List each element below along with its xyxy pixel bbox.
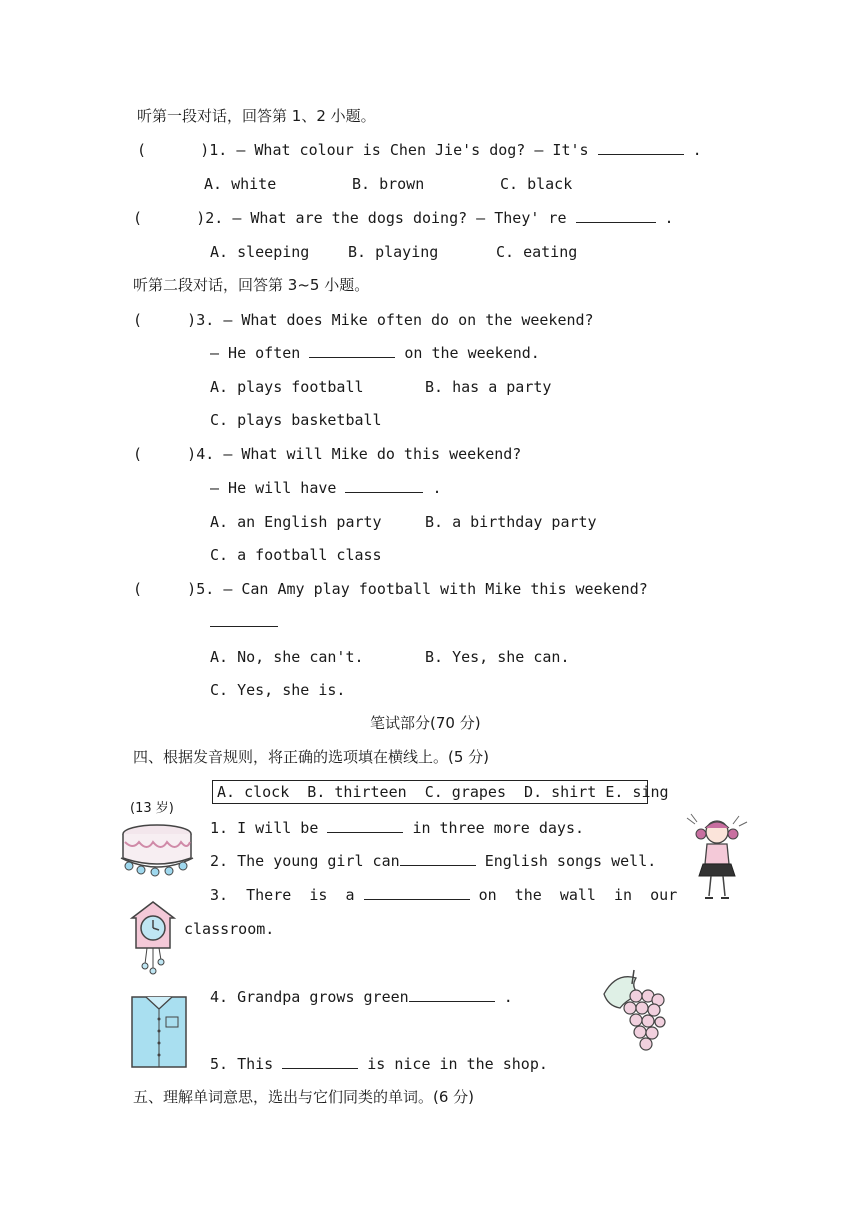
q1-num: ( )1.	[137, 141, 228, 159]
s4-item-3-post: on the wall in our	[478, 886, 678, 904]
q3-option-a: A. plays football	[210, 378, 364, 396]
q1-option-c: C. black	[500, 175, 573, 193]
cuckoo-clock-icon	[128, 898, 178, 976]
q5-option-a: A. No, she can't.	[210, 648, 364, 666]
s4-item-3	[210, 885, 677, 905]
q2-option-a: A. sleeping	[210, 243, 310, 261]
s4-item-3-pre: 3. There is a	[210, 886, 355, 904]
s4-item-2-blank[interactable]	[400, 851, 476, 866]
s4-item-5-blank[interactable]	[282, 1054, 358, 1069]
s4-item-3-cont: classroom.	[184, 920, 275, 938]
word-options-box: A. clock B. thirteen C. grapes D. shirt E. sing	[212, 780, 648, 804]
q4-blank[interactable]	[345, 478, 423, 493]
q5-num: ( )5.	[133, 580, 215, 598]
s4-item-2	[210, 851, 656, 871]
q1-option-b: B. brown	[352, 175, 425, 193]
q2-line	[133, 208, 674, 228]
q3-option-b: B. has a party	[425, 378, 552, 396]
q2-option-b: B. playing	[348, 243, 439, 261]
q5-option-b: B. Yes, she can.	[425, 648, 570, 666]
grapes-icon	[596, 966, 672, 1058]
shirt-icon	[128, 993, 190, 1071]
q2-option-c: C. eating	[496, 243, 578, 261]
q4-answer-pre: — He will have	[210, 479, 337, 497]
s4-item-4-blank[interactable]	[409, 987, 495, 1002]
s4-item-1-pre: 1. I will be	[210, 819, 319, 837]
q5-answer-line	[210, 612, 278, 632]
q3-answer-post: on the weekend.	[404, 344, 540, 362]
q4-option-c: C. a football class	[210, 546, 382, 564]
age-label: (13 岁)	[130, 801, 174, 816]
q3-option-c: C. plays basketball	[210, 411, 382, 429]
written-part-title: 笔试部分(70 分)	[370, 714, 481, 732]
q4-text: — What will Mike do this weekend?	[223, 445, 522, 463]
s4-item-3-blank[interactable]	[364, 885, 470, 900]
s4-item-5-post: is nice in the shop.	[367, 1055, 548, 1073]
q5-option-c: C. Yes, she is.	[210, 681, 346, 699]
s4-item-4-pre: 4. Grandpa grows green	[210, 988, 409, 1006]
q3-blank[interactable]	[309, 343, 395, 358]
q4-option-a: A. an English party	[210, 513, 382, 531]
girl-singing-icon	[681, 812, 753, 904]
q1-option-a: A. white	[204, 175, 277, 193]
q4-option-b: B. a birthday party	[425, 513, 597, 531]
s4-item-4	[210, 987, 513, 1007]
q3-answer-pre: — He often	[210, 344, 301, 362]
q2-end: .	[664, 209, 674, 227]
q5-blank[interactable]	[210, 612, 278, 627]
q2-text: — What are the dogs doing? — They' re	[232, 209, 567, 227]
section-listen1: 听第一段对话，回答第 1、2 小题。	[137, 107, 376, 125]
q2-num: ( )2.	[133, 209, 224, 227]
s4-item-4-post: .	[503, 988, 513, 1006]
q5-line	[133, 579, 648, 599]
q4-line	[133, 444, 521, 464]
q3-answer-line	[210, 343, 540, 363]
q1-line	[137, 140, 702, 160]
section-listen2: 听第二段对话，回答第 3~5 小题。	[133, 276, 370, 294]
q1-end: .	[692, 141, 702, 159]
q3-text: — What does Mike often do on the weekend?	[223, 311, 594, 329]
q4-answer-post: .	[432, 479, 442, 497]
s4-item-1	[210, 818, 584, 838]
q5-text: — Can Amy play football with Mike this weekend?	[223, 580, 648, 598]
q3-line	[133, 310, 594, 330]
s4-item-1-post: in three more days.	[412, 819, 585, 837]
q4-num: ( )4.	[133, 445, 215, 463]
q3-num: ( )3.	[133, 311, 215, 329]
s4-item-5-pre: 5. This	[210, 1055, 274, 1073]
q2-blank[interactable]	[576, 208, 656, 223]
q1-blank[interactable]	[598, 140, 684, 155]
section4-title: 四、根据发音规则，将正确的选项填在横线上。(5 分)	[133, 748, 490, 766]
q1-text: — What colour is Chen Jie's dog? — It's	[236, 141, 589, 159]
s4-item-1-blank[interactable]	[327, 818, 403, 833]
birthday-cake-icon	[117, 820, 197, 878]
section5-title: 五、理解单词意思，选出与它们同类的单词。(6 分)	[133, 1088, 475, 1106]
s4-item-5	[210, 1054, 548, 1074]
s4-item-2-pre: 2. The young girl can	[210, 852, 400, 870]
s4-item-2-post: English songs well.	[484, 852, 657, 870]
q4-answer-line	[210, 478, 442, 498]
